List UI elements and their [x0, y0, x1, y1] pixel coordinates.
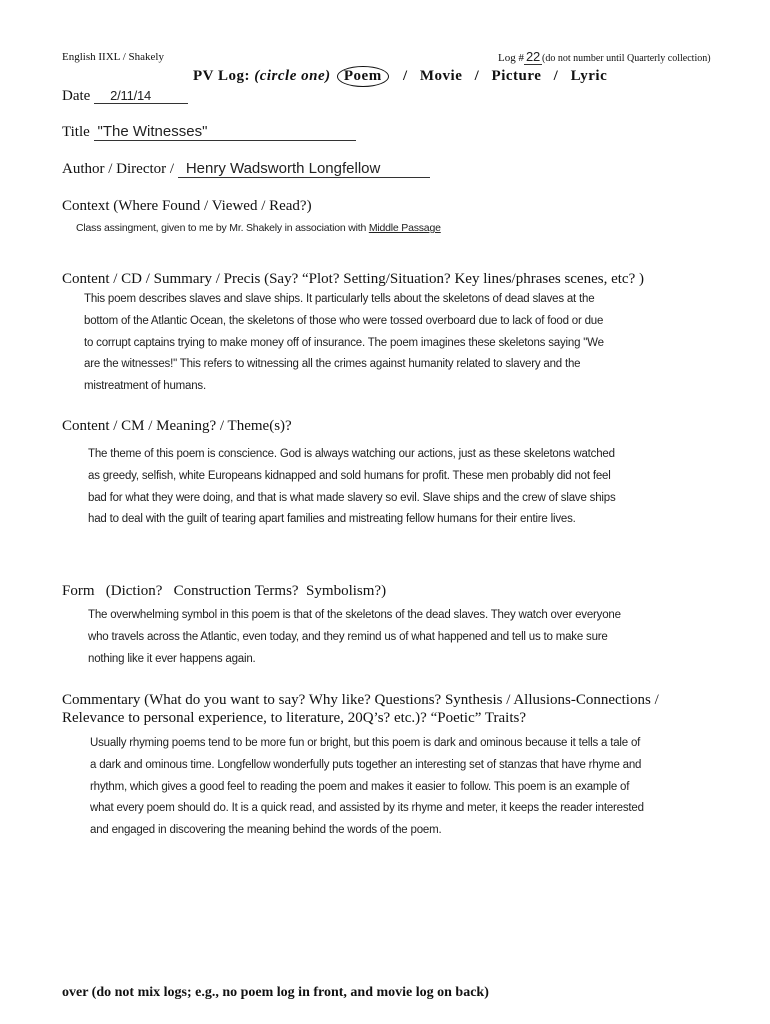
- title-row: [62, 123, 356, 141]
- form-label: Form (Diction? Construction Terms? Symbolism?): [62, 583, 387, 599]
- context-text: [76, 222, 441, 234]
- option-picture[interactable]: Picture: [491, 68, 542, 84]
- form-line: nothing like it ever happens again.: [88, 652, 256, 665]
- summary-line: to corrupt captains trying to make money off of insurance. The poem imagines these skeletons saying "We: [84, 336, 604, 349]
- author-field[interactable]: Henry Wadsworth Longfellow: [178, 160, 430, 178]
- title-field[interactable]: "The Witnesses": [94, 123, 356, 141]
- meaning-line: bad for what they were doing, and that is what made slavery so evil. Slave ships and the crew of slave ships: [88, 491, 616, 504]
- course-label: English IIXL / Shakely: [62, 51, 164, 63]
- pv-log-title: [193, 66, 607, 87]
- option-separator: /: [553, 68, 559, 84]
- commentary-line: what every poem should do. It is a quick read, and assisted by its rhyme and meter, it keeps the reader interested: [90, 802, 644, 815]
- context-source-title: Middle Passage: [368, 222, 441, 234]
- meaning-label: Content / CM / Meaning? / Theme(s)?: [62, 418, 292, 434]
- meaning-text: [88, 444, 616, 531]
- meaning-line: The theme of this poem is conscience. God is always watching our actions, just as these skeletons watched: [88, 448, 615, 460]
- commentary-label-line2: Relevance to personal experience, to literature, 20Q’s? etc.)? “Poetic” Traits?: [62, 710, 526, 726]
- form-text: [88, 605, 621, 670]
- log-label: Log #: [498, 52, 524, 64]
- commentary-line: and engaged in discovering the meaning behind the words of the poem.: [90, 824, 442, 837]
- summary-text: [84, 289, 604, 398]
- summary-line: This poem describes slaves and slave ships. It particularly tells about the skeletons of dead slaves at the: [84, 293, 595, 305]
- author-row: [62, 160, 430, 178]
- summary-label: Content / CD / Summary / Precis (Say? “Plot? Setting/Situation? Key lines/phrases scenes, etc? ): [62, 271, 644, 287]
- summary-line: are the witnesses!" This refers to witnessing all the crimes against humanity related to slavery and the: [84, 358, 581, 371]
- option-lyric[interactable]: Lyric: [570, 68, 608, 84]
- option-separator: /: [474, 68, 480, 84]
- context-label: Context (Where Found / Viewed / Read?): [62, 198, 312, 214]
- date-row: [62, 88, 188, 105]
- date-field[interactable]: 2/11/14: [94, 88, 188, 104]
- context-text-body: Class assingment, given to me by Mr. Shakely in association with: [76, 222, 367, 234]
- pv-log-label: PV Log:: [193, 68, 250, 84]
- circle-one-instruction: (circle one): [254, 68, 331, 84]
- commentary-text: [90, 733, 644, 842]
- date-label: Date: [62, 88, 91, 104]
- summary-line: bottom of the Atlantic Ocean, the skeletons of those who were tossed overboard due to lack of food or due: [84, 314, 604, 327]
- log-number-value[interactable]: 22: [525, 49, 541, 64]
- summary-line: mistreatment of humans.: [84, 380, 206, 393]
- meaning-line: had to deal with the guilt of tearing apart families and mistreating fellow humans for their entire lives.: [88, 513, 576, 526]
- form-line: who travels across the Atlantic, even today, and they remind us of what happened and tell us to make sure: [88, 630, 608, 643]
- log-note: (do not number until Quarterly collection): [541, 53, 711, 64]
- option-movie[interactable]: Movie: [419, 68, 463, 84]
- commentary-label-line1: Commentary (What do you want to say? Why like? Questions? Synthesis / Allusions-Connections /: [62, 692, 659, 708]
- commentary-line: a dark and ominous time. Longfellow wonderfully puts together an interesting set of stanzas that have rhyme and: [90, 758, 642, 771]
- meaning-line: as greedy, selfish, white Europeans kidnapped and sold humans for profit. These men probably did not feel: [88, 469, 611, 482]
- commentary-line: rhythm, which gives a good feel to reading the poem and makes it easier to follow. This poem is an example of: [90, 780, 630, 793]
- title-label: Title: [62, 124, 90, 140]
- log-number-group: [498, 49, 711, 65]
- author-label: Author / Director /: [62, 161, 175, 177]
- option-separator: /: [402, 68, 408, 84]
- option-poem[interactable]: Poem: [337, 66, 389, 87]
- commentary-label: [62, 691, 659, 727]
- form-line: The overwhelming symbol in this poem is that of the skeletons of the dead slaves. They watch over everyone: [88, 609, 621, 621]
- commentary-line: Usually rhyming poems tend to be more fun or bright, but this poem is dark and ominous because it tells a tale of: [90, 737, 641, 749]
- footer-note: over (do not mix logs; e.g., no poem log in front, and movie log on back): [62, 985, 489, 1000]
